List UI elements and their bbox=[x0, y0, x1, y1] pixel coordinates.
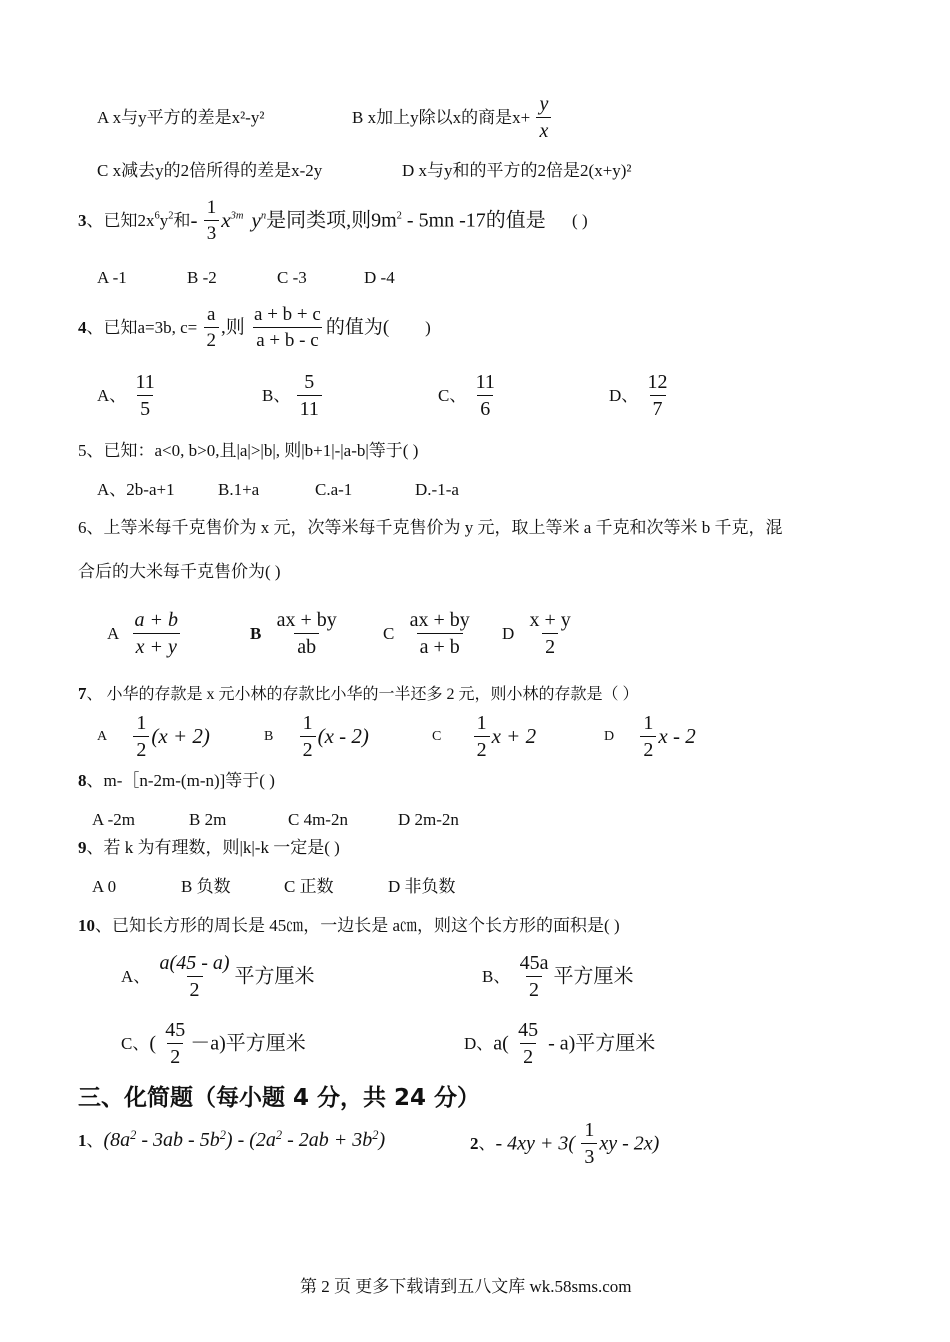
s1-sep: 、 bbox=[86, 1131, 104, 1150]
q8-stem-text: 、m-［n-2m-(m-n)]等于( ) bbox=[86, 771, 275, 790]
q4-option-d bbox=[609, 372, 673, 419]
s1-e1: 2 bbox=[130, 1128, 137, 1143]
q3-mid: 是同类项,则9m bbox=[266, 209, 397, 232]
fraction-numerator: ax + by bbox=[409, 609, 470, 631]
option-label: B、 bbox=[482, 967, 511, 986]
q5-option-d-text: D.-1-a bbox=[415, 480, 459, 499]
q4-stem bbox=[78, 305, 431, 350]
section-heading bbox=[78, 1087, 480, 1110]
q2-option-b bbox=[352, 94, 553, 141]
q3-answer-paren: ( ) bbox=[572, 211, 588, 230]
q9-option-b-text: B 负数 bbox=[181, 877, 231, 896]
question-number: 10 bbox=[78, 916, 95, 935]
fraction-numerator: 45 bbox=[165, 1019, 186, 1041]
s1-p1: (8a bbox=[103, 1129, 131, 1151]
q4-option-b bbox=[262, 372, 324, 419]
q7-option-d bbox=[604, 713, 696, 760]
q10-option-a-fraction bbox=[157, 953, 233, 1000]
simplify-problem-1 bbox=[78, 1130, 385, 1150]
q2-option-d-text: D x与y和的平方的2倍是2(x+y)² bbox=[402, 161, 632, 180]
fraction-numerator: a bbox=[207, 304, 216, 325]
q3-option-b-text: B -2 bbox=[187, 268, 217, 287]
q2-option-b-fraction bbox=[536, 94, 551, 141]
q10-option-d bbox=[464, 1020, 655, 1067]
q5-option-d bbox=[415, 481, 459, 498]
s1-e4: 2 bbox=[372, 1128, 379, 1143]
s1-p4: - 2ab + 3b bbox=[282, 1129, 373, 1151]
q7-option-a-fraction bbox=[133, 713, 149, 760]
s1-expression bbox=[104, 1129, 386, 1151]
option-post: －a)平方厘米 bbox=[190, 1032, 306, 1055]
q9-option-a-text: A 0 bbox=[92, 877, 117, 896]
q4-close: ) bbox=[425, 318, 431, 337]
q3-option-d bbox=[364, 269, 395, 286]
question-number: 9 bbox=[78, 838, 87, 857]
q7-option-b bbox=[264, 713, 369, 760]
q4-option-d-fraction bbox=[645, 372, 671, 419]
q4-pre: 已知a=3b, c= bbox=[103, 318, 198, 337]
fraction-denominator: 2 bbox=[187, 976, 203, 1000]
q2-option-a bbox=[97, 109, 264, 126]
q3-x: x bbox=[221, 208, 231, 232]
q3-option-b bbox=[187, 269, 217, 286]
fraction-denominator: ab bbox=[294, 633, 319, 657]
option-label: B、 bbox=[262, 386, 291, 405]
q10-stem-text: 、已知长方形的周长是 45㎝，一边长是 a㎝，则这个长方形的面积是( ) bbox=[95, 916, 620, 935]
s2-post: xy - 2x) bbox=[599, 1132, 660, 1155]
fraction-numerator: 1 bbox=[476, 712, 487, 734]
fraction-denominator: 2 bbox=[640, 736, 656, 760]
q7-option-d-rest: x - 2 bbox=[658, 724, 696, 748]
option-label: D bbox=[502, 624, 515, 643]
fraction-denominator: 6 bbox=[477, 395, 493, 419]
q8-option-b-text: B 2m bbox=[189, 810, 227, 829]
fraction-denominator: 7 bbox=[650, 395, 666, 419]
q9-option-b bbox=[181, 878, 231, 895]
fraction-denominator: a + b - c bbox=[253, 327, 321, 350]
fraction-denominator: 2 bbox=[167, 1043, 183, 1067]
q10-option-b bbox=[482, 953, 633, 1000]
footer-text: 第 2 页 更多下载请到五八文库 wk.58sms.com bbox=[300, 1277, 632, 1296]
option-pre: a( bbox=[493, 1032, 509, 1055]
q2-option-d bbox=[402, 162, 632, 179]
q8-option-a bbox=[92, 811, 135, 828]
q3-option-c bbox=[277, 269, 307, 286]
q3-y: y bbox=[159, 211, 169, 230]
q3-yv: y bbox=[251, 208, 261, 232]
q3-exp2b: 2 bbox=[396, 210, 402, 222]
q9-option-a bbox=[92, 878, 116, 895]
q7-option-d-fraction bbox=[640, 713, 656, 760]
q6-option-a-fraction bbox=[132, 610, 182, 657]
q8-option-c bbox=[288, 811, 348, 828]
q5-option-b-text: B.1+a bbox=[218, 480, 260, 499]
q10-option-d-fraction bbox=[515, 1020, 541, 1067]
q4-option-b-fraction bbox=[297, 372, 322, 419]
s1-p3: ) - (2a bbox=[225, 1129, 276, 1151]
fraction-numerator: 45a bbox=[519, 952, 549, 974]
fraction-numerator: ax + by bbox=[276, 609, 337, 631]
question-number: 1 bbox=[78, 1131, 87, 1150]
fraction-denominator: a + b bbox=[417, 633, 463, 657]
q3-exp6: 6 bbox=[154, 210, 160, 222]
q8-stem bbox=[78, 772, 275, 789]
fraction-numerator: 11 bbox=[475, 371, 495, 393]
option-label: C bbox=[432, 728, 442, 744]
q3-option-a bbox=[97, 269, 127, 286]
question-number: 2 bbox=[470, 1134, 479, 1153]
option-post: - a)平方厘米 bbox=[543, 1032, 656, 1055]
option-label: A bbox=[97, 728, 108, 744]
q3-minus: - bbox=[190, 208, 198, 232]
fraction-denominator: 2 bbox=[204, 327, 220, 350]
option-post: 平方厘米 bbox=[234, 965, 315, 988]
q9-option-c-text: C 正数 bbox=[284, 877, 334, 896]
option-label: C、 bbox=[121, 1034, 150, 1053]
q8-option-d-text: D 2m-2n bbox=[398, 810, 459, 829]
s1-e2: 2 bbox=[219, 1128, 226, 1143]
option-label: D、 bbox=[609, 386, 639, 405]
q6-option-c-fraction bbox=[407, 610, 473, 657]
q8-option-d bbox=[398, 811, 459, 828]
s1-p2: - 3ab - 5b bbox=[136, 1129, 220, 1151]
q4-fraction-main bbox=[251, 305, 324, 350]
option-label: C bbox=[383, 624, 395, 643]
q7-option-b-rest: (x - 2) bbox=[317, 724, 369, 748]
q7-option-b-fraction bbox=[300, 713, 316, 760]
q3-exp2: 2 bbox=[168, 210, 174, 222]
q3-sep: 、 bbox=[86, 211, 104, 230]
fraction-numerator: 1 bbox=[302, 712, 313, 734]
fraction-numerator: a + b bbox=[134, 609, 179, 631]
q4-option-a-fraction bbox=[133, 372, 158, 419]
q5-stem bbox=[78, 442, 418, 459]
q7-option-c-fraction bbox=[474, 713, 490, 760]
fraction-numerator: 12 bbox=[647, 371, 668, 393]
s2-pre: - 4xy + 3( bbox=[495, 1132, 576, 1155]
option-label: A bbox=[107, 624, 120, 643]
q10-option-b-fraction bbox=[517, 953, 552, 1000]
fraction-numerator: 1 bbox=[206, 197, 217, 218]
q6-line2-text: 合后的大米每千克售价为( ) bbox=[78, 562, 281, 581]
q3-expn: n bbox=[260, 210, 267, 222]
s1-e3: 2 bbox=[275, 1128, 283, 1143]
q5-option-a bbox=[97, 481, 175, 498]
q10-option-c bbox=[121, 1020, 306, 1067]
q7-stem-text: 、 小华的存款是 x 元小林的存款比小华的一半还多 2 元，则小林的存款是（ ） bbox=[86, 686, 639, 703]
fraction-denominator: 2 bbox=[520, 1043, 536, 1067]
q6-option-a bbox=[107, 610, 183, 657]
fraction-numerator: a + b + c bbox=[254, 304, 321, 325]
q3-post: - 5mn -17的值是 bbox=[401, 209, 546, 232]
s1-p5: ) bbox=[378, 1129, 386, 1151]
option-pre: ( bbox=[149, 1032, 157, 1055]
q10-stem bbox=[78, 917, 620, 934]
q4-option-c-fraction bbox=[473, 372, 498, 419]
simplify-problem-2 bbox=[470, 1120, 659, 1167]
q7-option-c bbox=[432, 713, 536, 760]
question-number: 7 bbox=[78, 684, 87, 703]
fraction-denominator: 2 bbox=[542, 633, 558, 657]
s2-sep: 、 bbox=[478, 1134, 496, 1153]
q7-option-c-rest: x + 2 bbox=[491, 724, 537, 748]
q5-option-a-text: A、2b-a+1 bbox=[97, 480, 175, 499]
q7-option-a-rest: (x + 2) bbox=[151, 724, 210, 748]
fraction-numerator: 1 bbox=[584, 1119, 595, 1141]
q7-stem bbox=[78, 685, 639, 703]
fraction-denominator: 2 bbox=[133, 736, 149, 760]
q6-line1-text: 6、上等米每千克售价为 x 元，次等米每千克售价为 y 元，取上等米 a 千克和次等米 b 千克，混 bbox=[78, 518, 783, 537]
q2-option-c-text: C x减去y的2倍所得的差是x-2y bbox=[97, 161, 323, 180]
q7-option-a bbox=[97, 713, 210, 760]
option-label: B bbox=[250, 624, 262, 643]
s2-fraction bbox=[581, 1120, 597, 1167]
q2-option-c bbox=[97, 162, 322, 179]
q2-option-b-text: B x加上y除以x的商是x+ bbox=[352, 108, 531, 127]
fraction-numerator: x + y bbox=[529, 609, 571, 631]
fraction-numerator: 5 bbox=[304, 371, 315, 393]
q5-stem-text: 5、已知：a<0, b>0,且|a|>|b|, 则|b+1|-|a-b|等于( ) bbox=[78, 441, 419, 460]
option-label: A、 bbox=[97, 386, 127, 405]
q10-option-a bbox=[121, 953, 315, 1000]
fraction-denominator: 2 bbox=[474, 736, 490, 760]
q4-mid: ,则 bbox=[221, 317, 245, 338]
q9-stem-text: 、若 k 为有理数，则|k|-k 一定是( ) bbox=[86, 838, 340, 857]
q3-option-a-text: A -1 bbox=[97, 268, 127, 287]
q6-stem-line2 bbox=[78, 563, 281, 580]
q6-option-d-fraction bbox=[527, 610, 574, 657]
q9-option-c bbox=[284, 878, 334, 895]
q4-option-a bbox=[97, 372, 160, 419]
q3-option-d-text: D -4 bbox=[364, 268, 395, 287]
fraction-numerator: 45 bbox=[518, 1019, 539, 1041]
q6-stem-line1 bbox=[78, 519, 783, 536]
q6-option-b-fraction bbox=[274, 610, 340, 657]
q10-option-c-fraction bbox=[162, 1020, 188, 1067]
q4-option-c bbox=[438, 372, 500, 419]
q3-and: 和 bbox=[173, 211, 191, 230]
page-footer bbox=[300, 1278, 632, 1295]
q6-option-c bbox=[383, 610, 475, 657]
q9-option-d bbox=[388, 878, 456, 895]
q5-option-c-text: C.a-1 bbox=[315, 480, 353, 499]
q4-sep: 、 bbox=[86, 318, 104, 337]
q3-stem bbox=[78, 198, 588, 243]
fraction-denominator: 11 bbox=[297, 395, 322, 419]
fraction-numerator: 11 bbox=[135, 371, 155, 393]
q9-stem bbox=[78, 839, 340, 856]
option-label: B bbox=[264, 728, 274, 744]
q6-option-b bbox=[250, 610, 342, 657]
fraction-denominator: x + y bbox=[133, 633, 180, 657]
q8-option-b bbox=[189, 811, 226, 828]
fraction-numerator: 1 bbox=[643, 712, 654, 734]
q8-option-c-text: C 4m-2n bbox=[288, 810, 348, 829]
q5-option-b bbox=[218, 481, 259, 498]
option-label: A、 bbox=[121, 967, 151, 986]
fraction-numerator: a(45 - a) bbox=[159, 952, 230, 974]
question-number: 4 bbox=[78, 318, 87, 337]
question-number: 8 bbox=[78, 771, 87, 790]
section-heading-text: 三、化简题（每小题 4 分，共 24 分） bbox=[78, 1085, 481, 1111]
fraction-denominator: 3 bbox=[204, 220, 220, 243]
option-label: C、 bbox=[438, 386, 467, 405]
option-post: 平方厘米 bbox=[553, 965, 634, 988]
q3-option-c-text: C -3 bbox=[277, 268, 307, 287]
fraction-numerator: y bbox=[539, 93, 549, 115]
fraction-denominator: x bbox=[536, 117, 551, 141]
q3-pre: 已知2x bbox=[103, 211, 155, 230]
option-label: D、 bbox=[464, 1034, 494, 1053]
fraction-denominator: 2 bbox=[526, 976, 542, 1000]
q3-exp3m: 3m bbox=[230, 210, 244, 222]
q3-fraction bbox=[204, 198, 220, 243]
fraction-denominator: 2 bbox=[300, 736, 316, 760]
fraction-denominator: 3 bbox=[581, 1143, 597, 1167]
q4-fraction-c bbox=[204, 305, 220, 350]
q8-option-a-text: A -2m bbox=[92, 810, 135, 829]
q2-option-a-text: A x与y平方的差是x²-y² bbox=[97, 108, 265, 127]
fraction-denominator: 5 bbox=[137, 395, 153, 419]
q6-option-d bbox=[502, 610, 576, 657]
option-label: D bbox=[604, 728, 615, 744]
q4-post: 的值为( bbox=[325, 317, 390, 338]
question-number: 3 bbox=[78, 211, 87, 230]
q5-option-c bbox=[315, 481, 352, 498]
fraction-numerator: 1 bbox=[136, 712, 147, 734]
q9-option-d-text: D 非负数 bbox=[388, 877, 456, 896]
